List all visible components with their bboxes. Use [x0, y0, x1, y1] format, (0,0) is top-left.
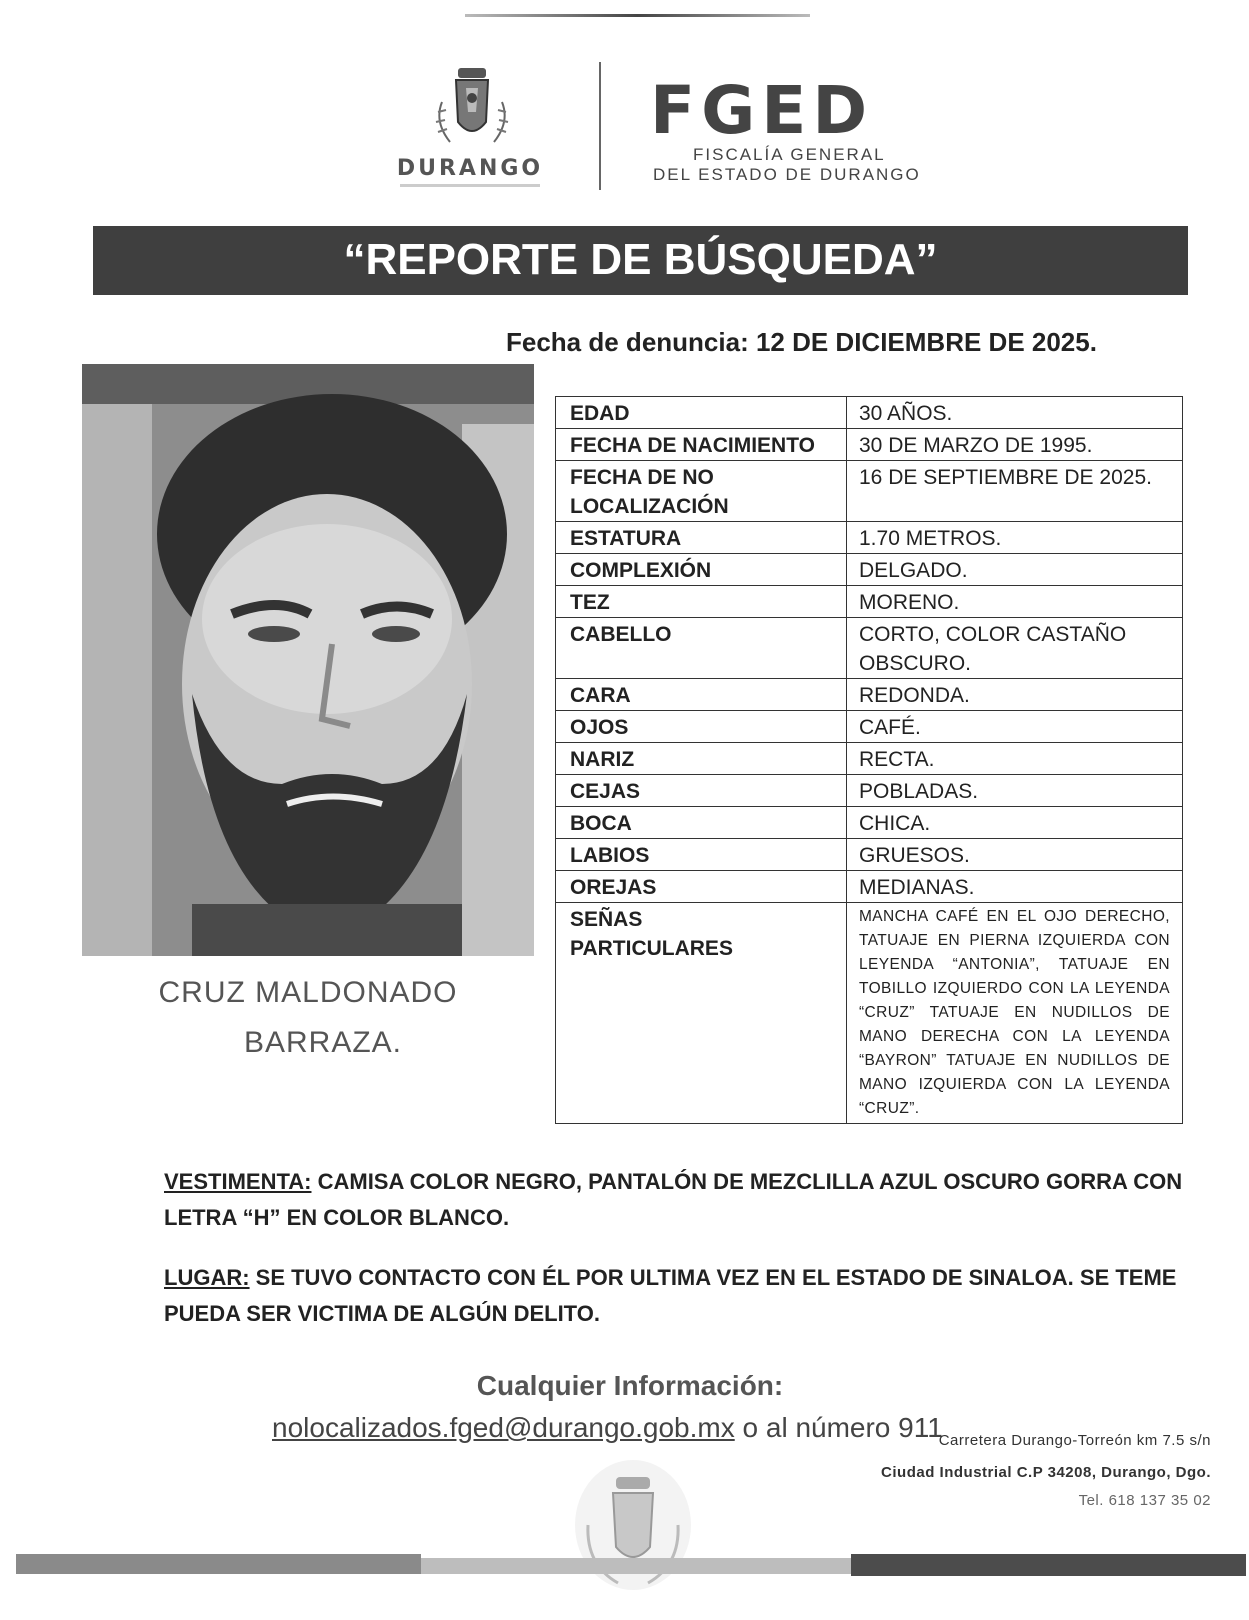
- table-row: [556, 903, 1183, 1124]
- table-label-cell: CEJAS: [556, 775, 847, 807]
- table-value-cell: CHICA.: [847, 807, 1183, 839]
- table-value-cell: REDONDA.: [847, 679, 1183, 711]
- table-value-cell: MEDIANAS.: [847, 871, 1183, 903]
- table-label-cell: SEÑAS PARTICULARES: [556, 903, 847, 1124]
- table-value-cell: 30 DE MARZO DE 1995.: [847, 429, 1183, 461]
- table-label-cell: LABIOS: [556, 839, 847, 871]
- table-row: [556, 522, 1183, 554]
- table-row: [556, 871, 1183, 903]
- vestimenta-text: CAMISA COLOR NEGRO, PANTALÓN DE MEZCLILLA AZUL OSCURO GORRA CON LETRA “H” EN COLOR BLANCO.: [164, 1169, 1183, 1230]
- top-decorative-rule: [465, 14, 810, 17]
- info-heading: Cualquier Información:: [476, 1370, 784, 1401]
- table-value-cell: RECTA.: [847, 743, 1183, 775]
- table-row: [556, 397, 1183, 429]
- vestimenta-label: VESTIMENTA:: [164, 1169, 312, 1194]
- fged-subtitle-line1: FISCALÍA GENERAL: [693, 145, 886, 164]
- table-label-cell: CARA: [556, 679, 847, 711]
- vestimenta-paragraph: [164, 1164, 1184, 1236]
- table-row: [556, 429, 1183, 461]
- address-phone: Tel. 618 137 35 02: [1078, 1492, 1211, 1509]
- table-row: [556, 839, 1183, 871]
- table-value-cell: POBLADAS.: [847, 775, 1183, 807]
- table-label-cell: NARIZ: [556, 743, 847, 775]
- table-row: [556, 618, 1183, 679]
- table-label-cell: TEZ: [556, 586, 847, 618]
- footer-bar-middle: [421, 1558, 851, 1574]
- table-value-cell: CAFÉ.: [847, 711, 1183, 743]
- contact-line: [272, 1412, 943, 1444]
- person-name-line2: BARRAZA.: [243, 1026, 403, 1059]
- fged-subtitle-line2: DEL ESTADO DE DURANGO: [653, 165, 921, 184]
- fged-logo-text: FGED: [650, 72, 874, 149]
- table-row: [556, 743, 1183, 775]
- table-row: [556, 711, 1183, 743]
- contact-phone-text: o al número 911: [734, 1412, 943, 1443]
- lugar-paragraph: [164, 1260, 1184, 1332]
- table-row: [556, 679, 1183, 711]
- footer-seal-watermark: [568, 1455, 698, 1595]
- person-name-line1: CRUZ MALDONADO: [158, 976, 458, 1009]
- table-label-cell: OJOS: [556, 711, 847, 743]
- footer-bar-right: [851, 1554, 1246, 1576]
- table-value-cell: 16 DE SEPTIEMBRE DE 2025.: [847, 461, 1183, 522]
- table-label-cell: FECHA DE NACIMIENTO: [556, 429, 847, 461]
- lugar-text: SE TUVO CONTACTO CON ÉL POR ULTIMA VEZ EN EL ESTADO DE SINALOA. SE TEME PUEDA SER VICTIMA DE ALGÚN DELITO.: [164, 1265, 1177, 1326]
- address-line1: Carretera Durango-Torreón km 7.5 s/n: [938, 1432, 1211, 1449]
- table-value-cell: 30 AÑOS.: [847, 397, 1183, 429]
- address-line2: Ciudad Industrial C.P 34208, Durango, Dgo.: [881, 1464, 1211, 1481]
- description-table: [555, 396, 1183, 1124]
- table-label-cell: COMPLEXIÓN: [556, 554, 847, 586]
- table-value-cell: 1.70 METROS.: [847, 522, 1183, 554]
- footer-bar-left: [16, 1554, 421, 1574]
- table-row: [556, 461, 1183, 522]
- table-label-cell: CABELLO: [556, 618, 847, 679]
- table-value-cell: CORTO, COLOR CASTAÑO OBSCURO.: [847, 618, 1183, 679]
- table-value-cell: DELGADO.: [847, 554, 1183, 586]
- durango-subline: [400, 184, 540, 187]
- report-date: Fecha de denuncia: 12 DE DICIEMBRE DE 2025.: [506, 327, 1097, 357]
- table-row: [556, 586, 1183, 618]
- table-label-cell: BOCA: [556, 807, 847, 839]
- table-value-cell: MANCHA CAFÉ EN EL OJO DERECHO, TATUAJE EN PIERNA IZQUIERDA CON LEYENDA “ANTONIA”, TATUAJE EN TOBILLO IZQUIERDO CON LA LEYENDA “CRUZ” TATUAJE EN NUDILLOS DE MANO DERECHA CON LA LEYENDA “BAYRON” TATUAJE EN NUDILLOS DE MANO IZQUIERDA CON LA LEYENDA “CRUZ”.: [847, 903, 1183, 1124]
- table-label-cell: OREJAS: [556, 871, 847, 903]
- lugar-label: LUGAR:: [164, 1265, 250, 1290]
- table-row: [556, 775, 1183, 807]
- missing-person-photo: [82, 364, 534, 956]
- table-value-cell: GRUESOS.: [847, 839, 1183, 871]
- table-label-cell: FECHA DE NO LOCALIZACIÓN: [556, 461, 847, 522]
- header-separator: [599, 62, 601, 190]
- table-row: [556, 807, 1183, 839]
- table-label-cell: EDAD: [556, 397, 847, 429]
- table-label-cell: ESTATURA: [556, 522, 847, 554]
- durango-wordmark: DURANGO: [396, 156, 544, 181]
- report-title: “REPORTE DE BÚSQUEDA”: [343, 235, 938, 284]
- table-value-cell: MORENO.: [847, 586, 1183, 618]
- table-row: [556, 554, 1183, 586]
- contact-email-link[interactable]: nolocalizados.fged@durango.gob.mx: [272, 1412, 735, 1443]
- durango-seal-logo: [432, 62, 512, 152]
